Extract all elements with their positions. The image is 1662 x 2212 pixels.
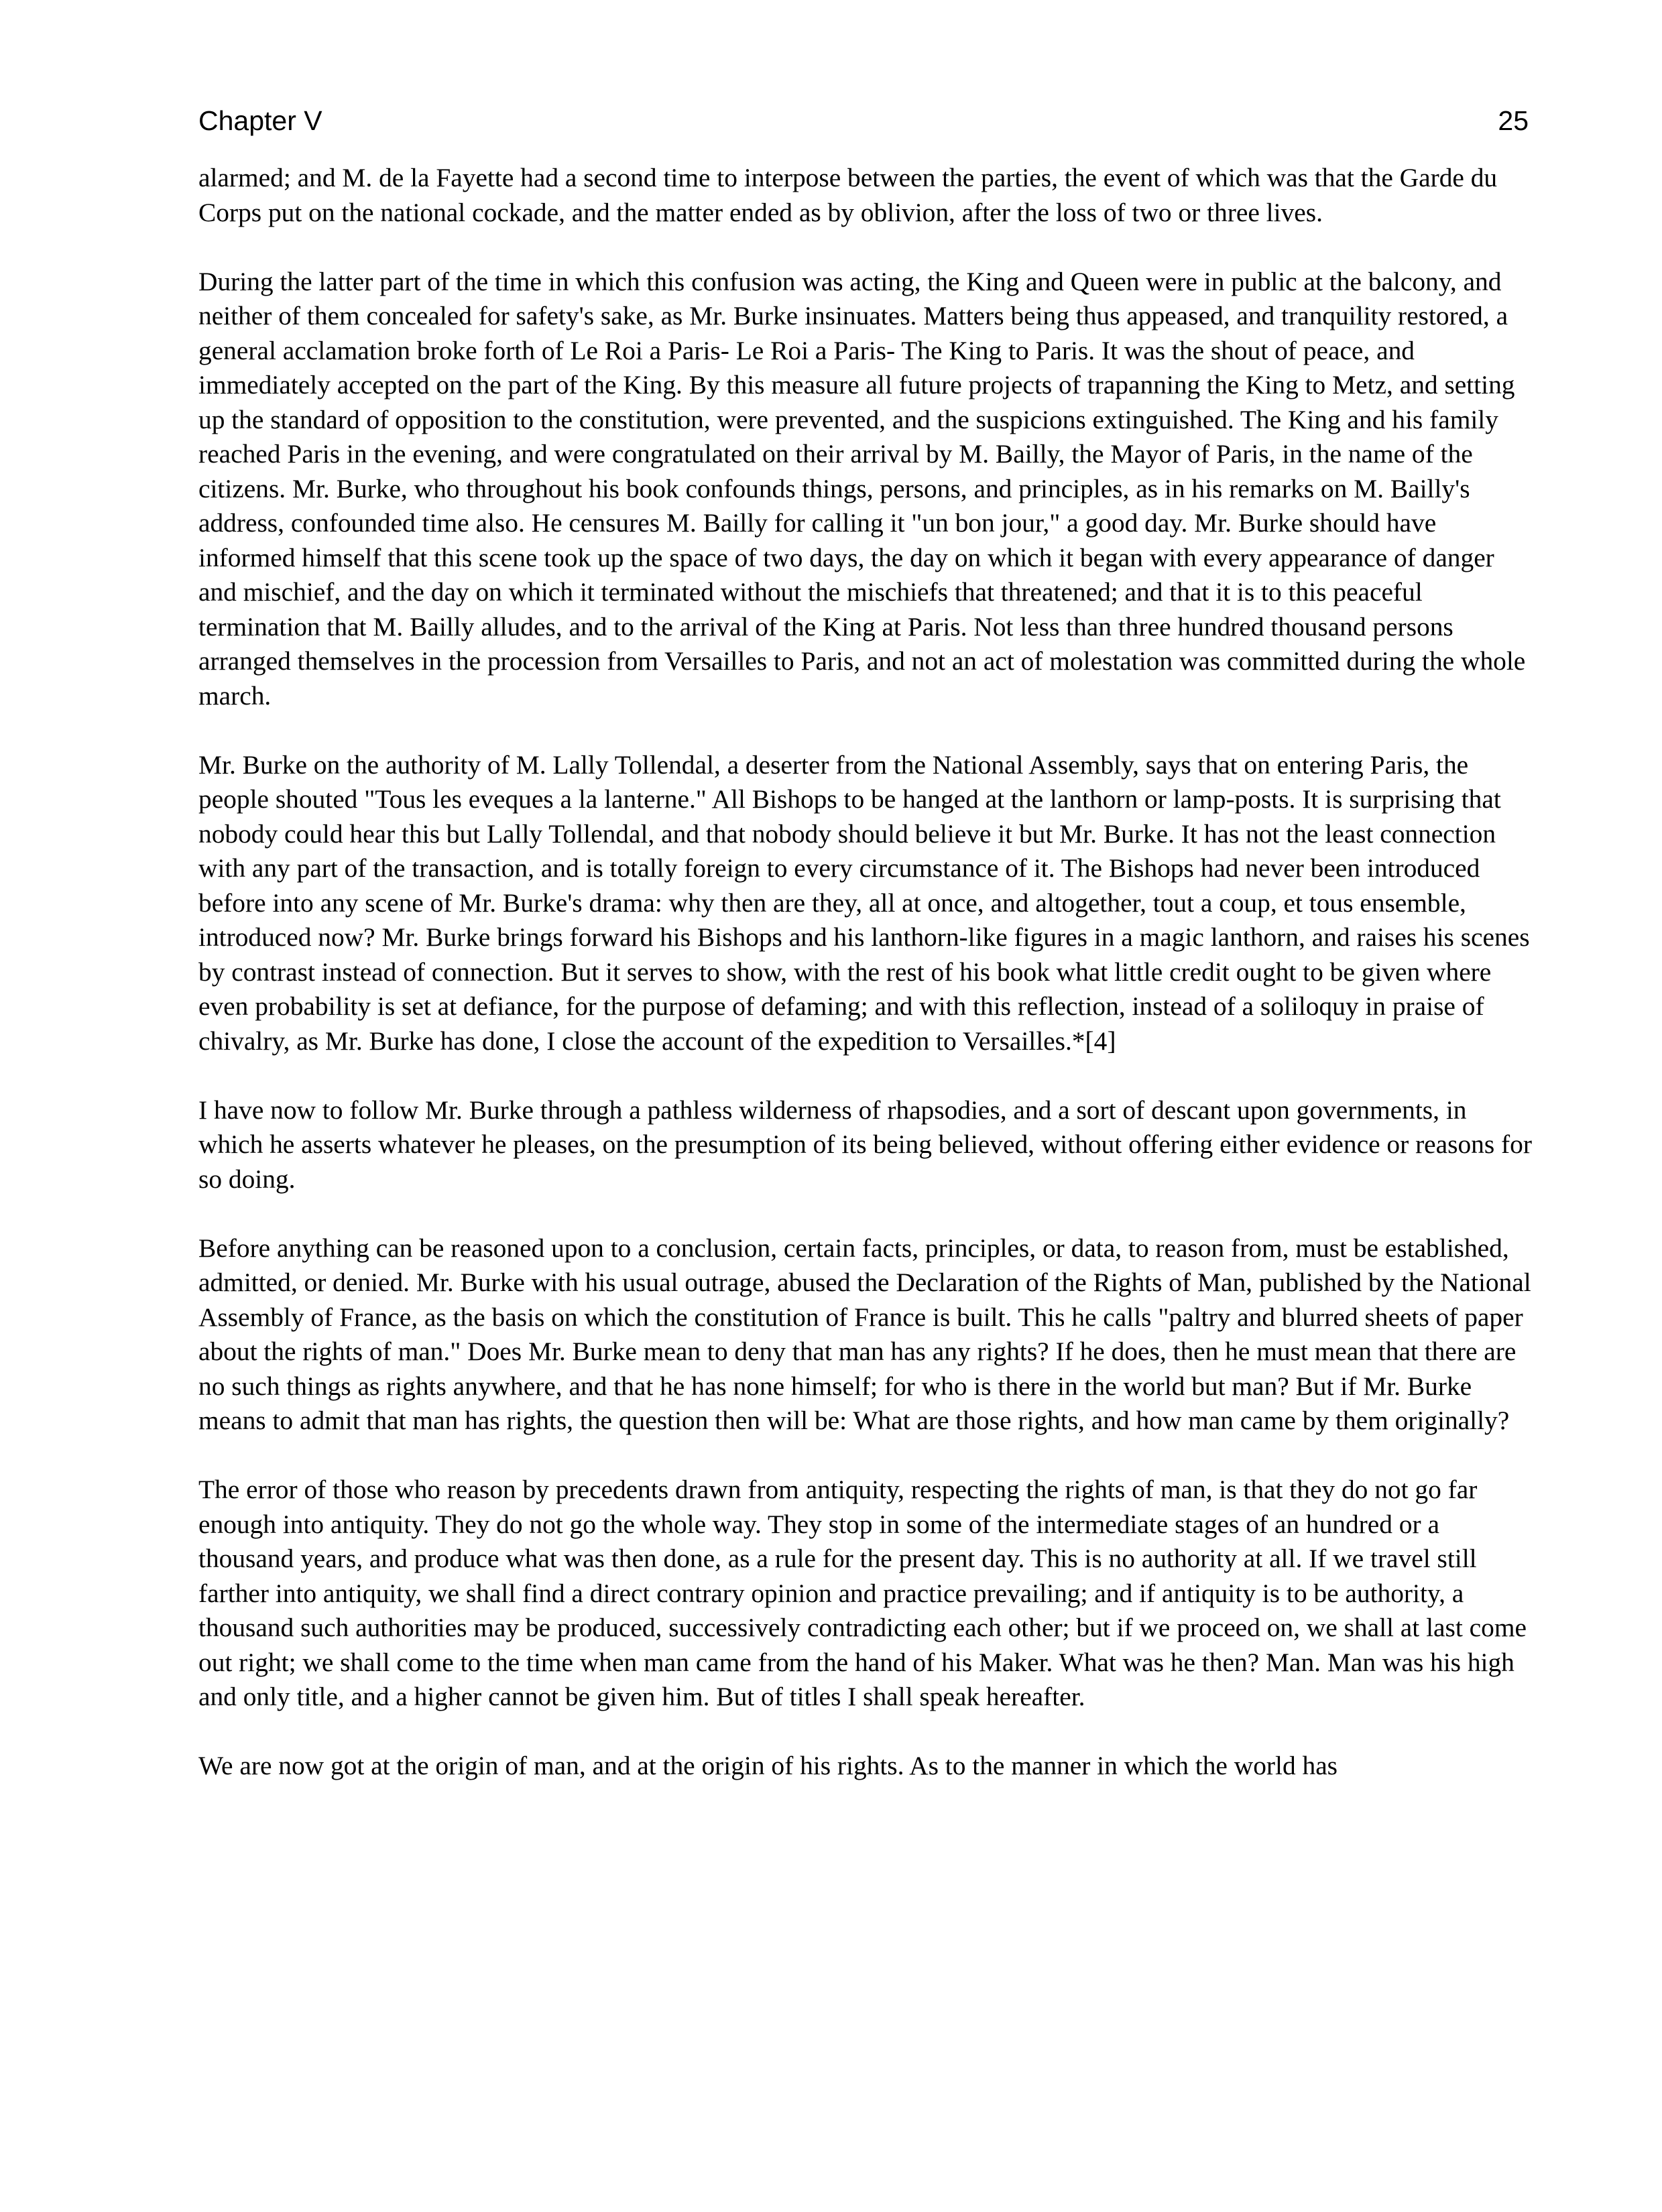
page-number: 25 [1498,105,1529,136]
chapter-title: Chapter V [198,105,322,136]
paragraph: Before anything can be reasoned upon to a conclusion, certain facts, principles, or data, to reason from, must be established, admitted, or denied. Mr. Burke with his usual outrage, abused the Declaration of the Rights of Man, published by the National Assembly of France, as the basis on which the constitution of France is built. This he calls "paltry and blurred sheets of paper about the rights of man." Does Mr. Burke mean to deny that man has any rights? If he does, then he must mean that there are no such things as rights anywhere, and that he has none himself; for who is there in the world but man? But if Mr. Burke means to admit that man has rights, the question then will be: What are those rights, and how man came by them originally? [198,1233,1531,1435]
paragraph: We are now got at the origin of man, and at the origin of his rights. As to the manner in which the world has [198,1751,1338,1780]
paragraph: I have now to follow Mr. Burke through a pathless wilderness of rhapsodies, and a sort of descant upon governments, in which he asserts whatever he pleases, on the presumption of its being believed, without offering either evidence or reasons for so doing. [198,1095,1532,1194]
body-text [198,161,1534,1784]
paragraph: alarmed; and M. de la Fayette had a second time to interpose between the parties, the event of which was that the Garde du Corps put on the national cockade, and the matter ended as by oblivion, after the loss of two or three lives. [198,163,1498,227]
paragraph: Mr. Burke on the authority of M. Lally Tollendal, a deserter from the National Assembly, says that on entering Paris, the people shouted "Tous les eveques a la lanterne." All Bishops to be hanged at the lanthorn or lamp-posts. It is surprising that nobody could hear this but Lally Tollendal, and that nobody should believe it but Mr. Burke. It has not the least connection with any part of the transaction, and is totally foreign to every circumstance of it. The Bishops had never been introduced before into any scene of Mr. Burke's drama: why then are they, all at once, and altogether, tout a coup, et tous ensemble, introduced now? Mr. Burke brings forward his Bishops and his lanthorn-like figures in a magic lanthorn, and raises his scenes by contrast instead of connection. But it serves to show, with the rest of his book what little credit ought to be given where even probability is set at defiance, for the purpose of defaming; and with this reflection, instead of a soliloquy in praise of chivalry, as Mr. Burke has done, I close the account of the expedition to Versailles.*[4] [198,749,1530,1056]
paragraph: The error of those who reason by precedents drawn from antiquity, respecting the rights of man, is that they do not go far enough into antiquity. They do not go the whole way. They stop in some of the intermediate stages of an hundred or a thousand years, and produce what was then done, as a rule for the present day. This is no authority at all. If we travel still farther into antiquity, we shall find a direct contrary opinion and practice prevailing; and if antiquity is to be authority, a thousand such authorities may be produced, successively contradicting each other; but if we proceed on, we shall at last come out right; we shall come to the time when man came from the hand of his Maker. What was he then? Man. Man was his high and only title, and a higher cannot be given him. But of titles I shall speak hereafter. [198,1475,1527,1711]
running-header [198,101,1529,141]
paragraph: During the latter part of the time in which this confusion was acting, the King and Queen were in public at the balcony, and neither of them concealed for safety's sake, as Mr. Burke insinuates. Matters being thus appeased, and tranquility restored, a general acclamation broke forth of Le Roi a Paris- Le Roi a Paris- The King to Paris. It was the shout of peace, and immediately accepted on the part of the King. By this measure all future projects of trapanning the King to Metz, and setting up the standard of opposition to the constitution, were prevented, and the suspicions extinguished. The King and his family reached Paris in the evening, and were congratulated on their arrival by M. Bailly, the Mayor of Paris, in the name of the citizens. Mr. Burke, who throughout his book confounds things, persons, and principles, as in his remarks on M. Bailly's address, confounded time also. He censures M. Bailly for calling it "un bon jour," a good day. Mr. Burke should have informed himself that this scene took up the space of two days, the day on which it began with every appearance of danger and mischief, and the day on which it terminated without the mischiefs that threatened; and that it is to this peaceful termination that M. Bailly alludes, and to the arrival of the King at Paris. Not less than three hundred thousand persons arranged themselves in the procession from Versailles to Paris, and not an act of molestation was committed during the whole march. [198,266,1526,711]
